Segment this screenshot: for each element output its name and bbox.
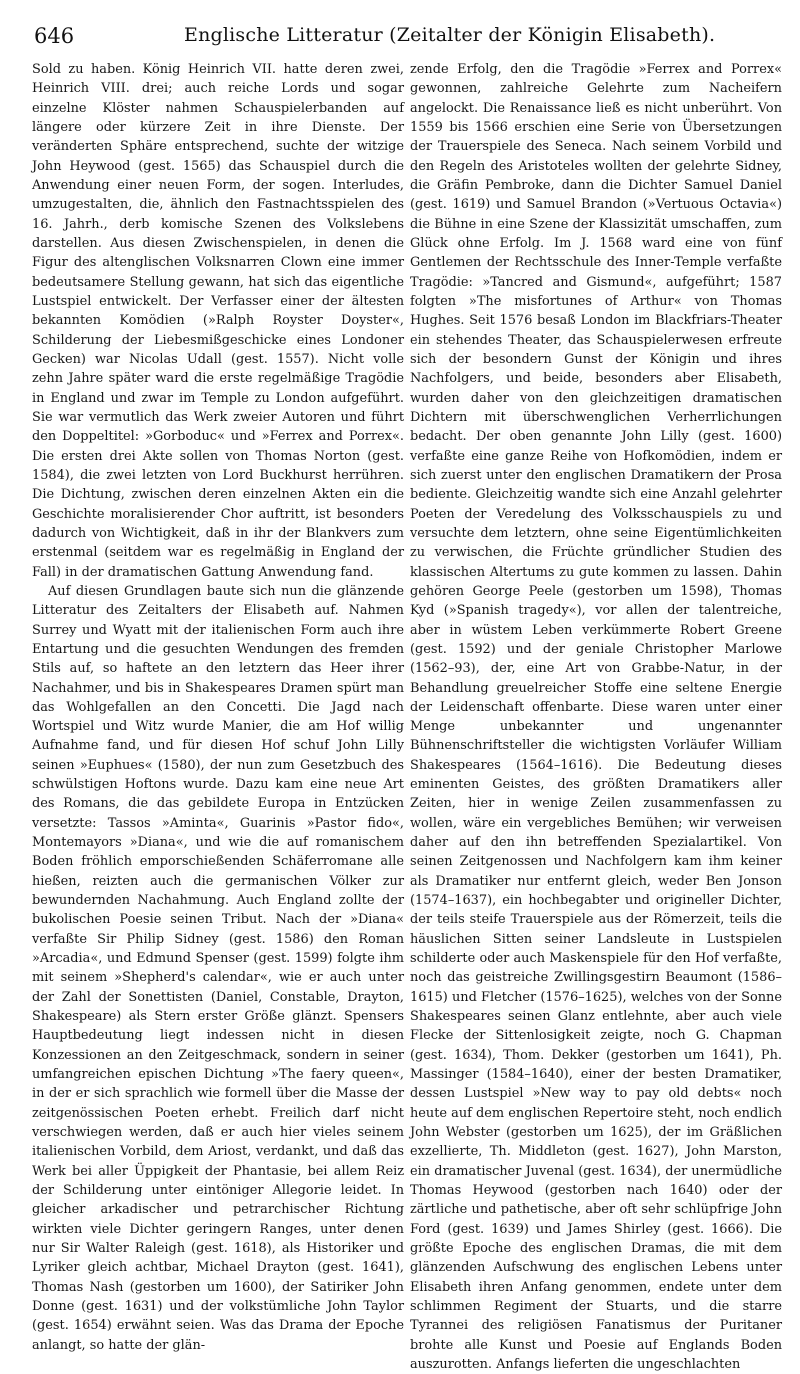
left-paragraph-2: Auf diesen Grundlagen baute sich nun die glänzende Litteratur des Zeitalters der Elisabeth auf. Nahmen Surrey und Wyatt mit der italienischen Form auch ihre Entartung und die gesuchten Wendungen des fremden Stils auf, so haftete an den letztern das Heer ihrer Nachahmer, und bis in Shakespeares Dramen spürt man das Wohlgefallen an den Concetti. Die Jagd nach Wortspiel und Witz wurde Manier, die am Hof willig Aufnahme fand, und für diesen Hof schuf John Lilly seinen »Euphues« (1580), der nun zum Gesetzbuch des schwülstigen Hoftons wurde. Dazu kam eine neue Art des Romans, die das gebildete Europa in Entzücken versetzte: Tassos »Aminta«, Guarinis »Pastor fido«, Montemayors »Diana«, und wie die auf romanischem Boden fröhlich emporschießenden Schäferromane alle hießen, reizten auch die germanischen Völker zur bewundernden Nachahmung. Auch England zollte der bukolischen Poesie seinen Tribut. Nach der »Diana« verfaßte Sir Philip Sidney (gest. 1586) den Roman »Arcadia«, und Edmund Spenser (gest. 1599) folgte ihm mit seinem »Shepherd's calendar«, wie er auch unter der Zahl der Sonettisten (Daniel, Constable, Drayton, Shakespeare) als Stern erster Größe glänzt. Spensers Hauptbedeutung liegt indessen nicht in diesen Konzessionen an den Zeitgeschmack, sondern in seiner umfangreichen epischen Dichtung »The faery queen«, in der er sich sprachlich wie formell über die Masse der zeitgenössischen Poeten erhebt. Freilich darf nicht verschwiegen werden, daß er auch hier vieles seinem italienischen Vorbild, dem Ariost, verdankt, und daß das Werk bei aller Üppigkeit der Phantasie, bei allem Reiz der Schilderung unter eintöniger Allegorie leidet. In gleicher arkadischer und petrarchischer Richtung wirkten viele Dichter geringern Ranges, unter denen nur Sir Walter Raleigh (gest. 1618), als Historiker und Lyriker gleich achtbar, Michael Drayton (gest. 1641), Thomas Nash (gestorben um 1600), der Satiriker John Donne (gest. 1631) und der volkstümliche John Taylor (gest. 1654) erwähnt seien. Was das Drama der Epoche anlangt, so hatte der glän- bbox=[32, 583, 404, 1353]
running-title: Englische Litteratur (Zeitalter der Königin Elisabeth). bbox=[184, 24, 716, 46]
right-column bbox=[410, 60, 782, 1372]
left-column bbox=[32, 60, 404, 1353]
page-header bbox=[34, 22, 782, 54]
right-paragraph-1: zende Erfolg, den die Tragödie »Ferrex and Porrex« gewonnen, zahlreiche Gelehrte zum Nacheifern angelockt. Die Renaissance ließ es nicht unberührt. Von 1559 bis 1566 erschien eine Serie von Übersetzungen der Trauerspiele des Seneca. Nach seinem Vorbild und den Regeln des Aristoteles wollten der gelehrte Sidney, die Gräfin Pembroke, dann die Dichter Samuel Daniel (gest. 1619) und Samuel Brandon (»Vertuous Octavia«) die Bühne in eine Szene der Klassizität umschaffen, zum Glück ohne Erfolg. Im J. 1568 ward eine von fünf Gentlemen der Rechtsschule des Inner-Temple verfaßte Tragödie: »Tancred and Gismund«, aufgeführt; 1587 folgten »The misfortunes of Arthur« von Thomas Hughes. Seit 1576 besaß London im Blackfriars-Theater ein stehendes Theater, das Schauspielerwesen erfreute sich der besondern Gunst der Königin und ihres Nachfolgers, und beide, besonders aber Elisabeth, wurden daher von den gleichzeitigen dramatischen Dichtern mit überschwenglichen Verherrlichungen bedacht. Der oben genannte John Lilly (gest. 1600) verfaßte eine ganze Reihe von Hofkomödien, indem er sich zuerst unter den englischen Dramatikern der Prosa bediente. Gleichzeitig wandte sich eine Anzahl gelehrter Poeten der Veredelung des Volksschauspiels zu und versuchte dem letztern, ohne seine Eigentümlichkeiten zu verwischen, die Früchte gründlicher Studien des klassischen Altertums zu gute kommen zu lassen. Dahin gehören George Peele (gestorben um 1598), Thomas Kyd (»Spanish tragedy«), vor allen der talentreiche, aber in wüstem Leben verkümmerte Robert Greene (gest. 1592) und der geniale Christopher Marlowe (1562–93), der, eine Art von Grabbe-Natur, in der Behandlung greuelreicher Stoffe eine seltene Energie der Leidenschaft offenbarte. Diese waren unter einer Menge unbekannter und ungenannter Bühnenschriftsteller die wichtigsten Vorläufer William Shakespeares (1564–1616). Die Bedeutung dieses eminenten Geistes, des größten Dramatikers aller Zeiten, hier in wenige Zeilen zusammenfassen zu wollen, wäre ein vergebliches Bemühen; wir verweisen daher auf den ihn betreffenden Spezialartikel. Von seinen Zeitgenossen und Nachfolgern kam ihm keiner als Dramatiker nur entfernt gleich, weder Ben Jonson (1574–1637), ein hochbegabter und origineller Dichter, der teils steife Trauerspiele aus der Römerzeit, teils die häuslichen Sitten seiner Landsleute in Lustspielen schilderte oder auch Maskenspiele für den Hof verfaßte, noch das geistreiche Zwillingsgestirn Beaumont (1586–1615) und Fletcher (1576–1625), welches von der Sonne Shakespeares seinen Glanz entlehnte, aber auch viele Flecke der Sittenlosigkeit zeigte, noch G. Chapman (gest. 1634), Thom. Dekker (gestorben um 1641), Ph. Massinger (1584–1640), einer der besten Dramatiker, dessen Lustspiel »New way to pay old debts« noch heute auf dem englischen Repertoire steht, noch endlich John Webster (gestorben um 1625), der im Gräßlichen exzellierte, Th. Middleton (gest. 1627), John Marston, ein dramatischer Juvenal (gest. 1634), der unermüdliche Thomas Heywood (gestorben nach 1640) oder der zärtliche und pathetische, aber oft sehr schlüpfrige John Ford (gest. 1639) und James Shirley (gest. 1666). Die größte Epoche des englischen Dramas, die mit dem glänzenden Aufschwung des englischen Lebens unter Elisabeth ihren Anfang genommen, endete unter dem schlimmen Regiment der Stuarts, und die starre Tyrannei des religiösen Fanatismus der Puritaner brohte alle Kunst und Poesie auf Englands Boden auszurotten. Anfangs lieferten die ungeschlachten bbox=[410, 62, 782, 1372]
page-number: 646 bbox=[34, 24, 75, 48]
left-paragraph-1: Sold zu haben. König Heinrich VII. hatte deren zwei, Heinrich VIII. drei; auch reiche Lords und sogar einzelne Klöster nahmen Schauspielerbanden auf längere oder kürzere Zeit in ihre Dienste. Der veränderten Sphäre entsprechend, suchte der witzige John Heywood (gest. 1565) das Schauspiel durch die Anwendung einer neuen Form, der sogen. Interludes, umzugestalten, die, ähnlich den Fastnachtsspielen des 16. Jahrh., derb komische Szenen des Volkslebens darstellen. Aus diesen Zwischenspielen, in denen die Figur des altenglischen Volksnarren Clown eine immer bedeutsamere Stellung gewann, hat sich das eigentliche Lustspiel entwickelt. Der Verfasser einer der ältesten bekannten Komödien (»Ralph Royster Doyster«, Schilderung der Liebesmißgeschicke eines Londoner Gecken) war Nicolas Udall (gest. 1557). Nicht volle zehn Jahre später ward die erste regelmäßige Tragödie in England und zwar im Temple zu London aufgeführt. Sie war vermutlich das Werk zweier Autoren und führt den Doppeltitel: »Gorboduc« und »Ferrex and Porrex«. Die ersten drei Akte sollen von Thomas Norton (gest. 1584), die zwei letzten von Lord Buckhurst herrühren. Die Dichtung, zwischen deren einzelnen Akten ein die Geschichte moralisierender Chor auftritt, ist besonders dadurch von Wichtigkeit, daß in ihr der Blankvers zum erstenmal (seitdem war es regelmäßig in England der Fall) in der dramatischen Gattung Anwendung fand. bbox=[32, 62, 404, 580]
